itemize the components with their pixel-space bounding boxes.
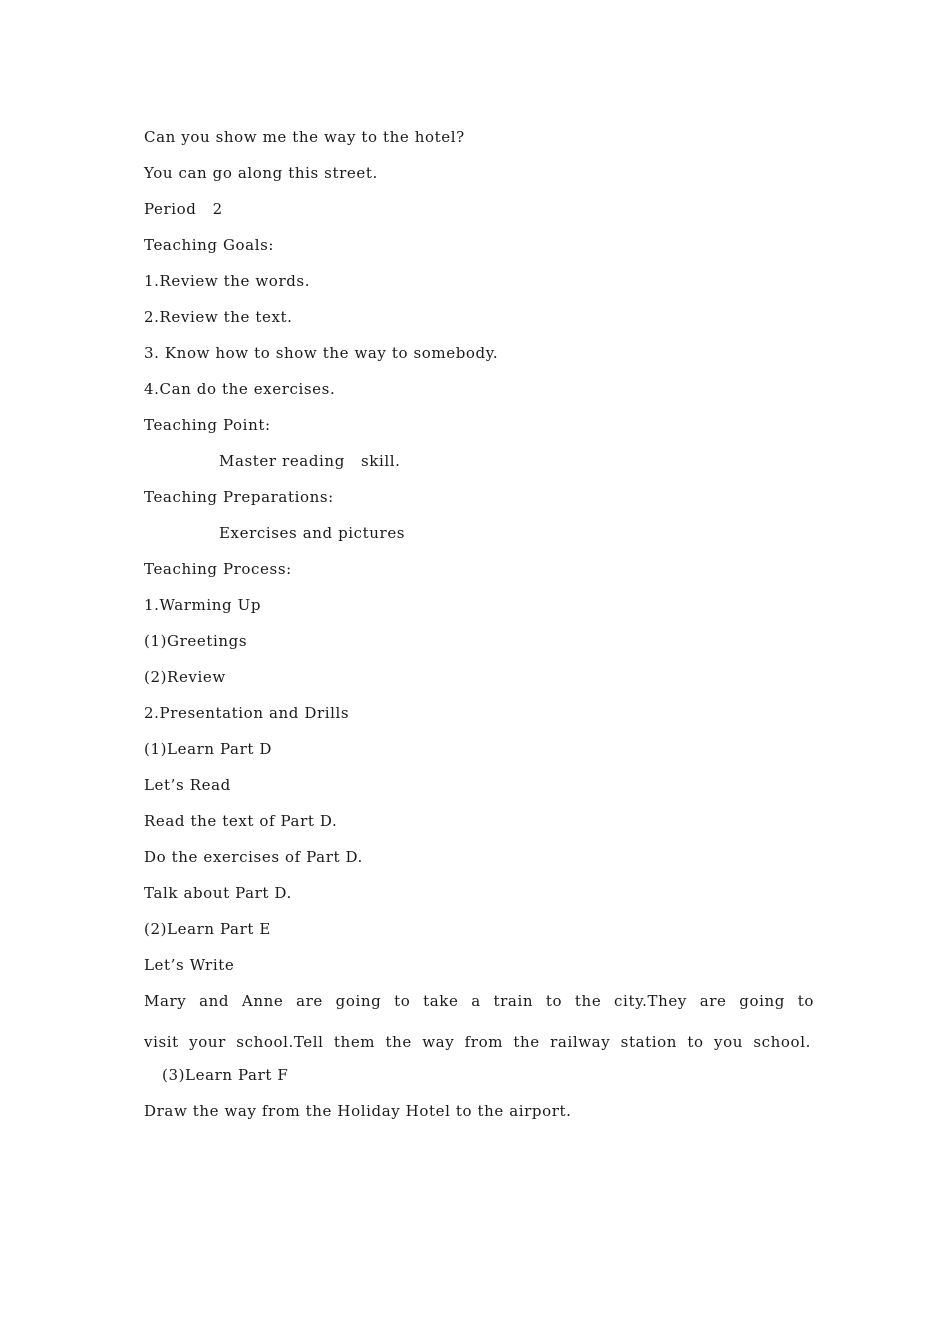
- text-line: You can go along this street.: [144, 164, 378, 182]
- goal-item: 1.Review the words.: [144, 272, 311, 290]
- section-heading: Teaching Goals:: [144, 236, 275, 254]
- write-paragraph: Mary and Anne are going to take a train to the city.They are going to visit your school.Tell them the way from the railway station to you school.: [144, 992, 814, 1051]
- process-substep: (1)Learn Part D: [144, 740, 272, 758]
- text-line: Let’s Read: [144, 776, 231, 794]
- text-line: Talk about Part D.: [144, 884, 292, 902]
- process-substep: (2)Review: [144, 668, 226, 686]
- process-substep: (1)Greetings: [144, 632, 248, 650]
- text-line: Do the exercises of Part D.: [144, 848, 363, 866]
- goal-item: 2.Review the text.: [144, 308, 293, 326]
- text-line: Read the text of Part D.: [144, 812, 338, 830]
- text-line: Let’s Write: [144, 956, 235, 974]
- process-substep: (3)Learn Part F: [162, 1066, 289, 1084]
- section-heading: Teaching Preparations:: [144, 488, 334, 506]
- process-substep: (2)Learn Part E: [144, 920, 271, 938]
- goal-item: 4.Can do the exercises.: [144, 380, 336, 398]
- section-heading: Teaching Process:: [144, 560, 292, 578]
- period-heading: Period 2: [144, 200, 223, 218]
- process-step: 2.Presentation and Drills: [144, 704, 350, 722]
- indented-text: Exercises and pictures: [219, 524, 406, 542]
- indented-text: Master reading skill.: [219, 452, 401, 470]
- process-step: 1.Warming Up: [144, 596, 262, 614]
- goal-item: 3. Know how to show the way to somebody.: [144, 344, 499, 362]
- section-heading: Teaching Point:: [144, 416, 271, 434]
- text-line: Draw the way from the Holiday Hotel to the airport.: [144, 1102, 572, 1120]
- text-line: Can you show me the way to the hotel?: [144, 128, 465, 146]
- document-body: [144, 126, 814, 1136]
